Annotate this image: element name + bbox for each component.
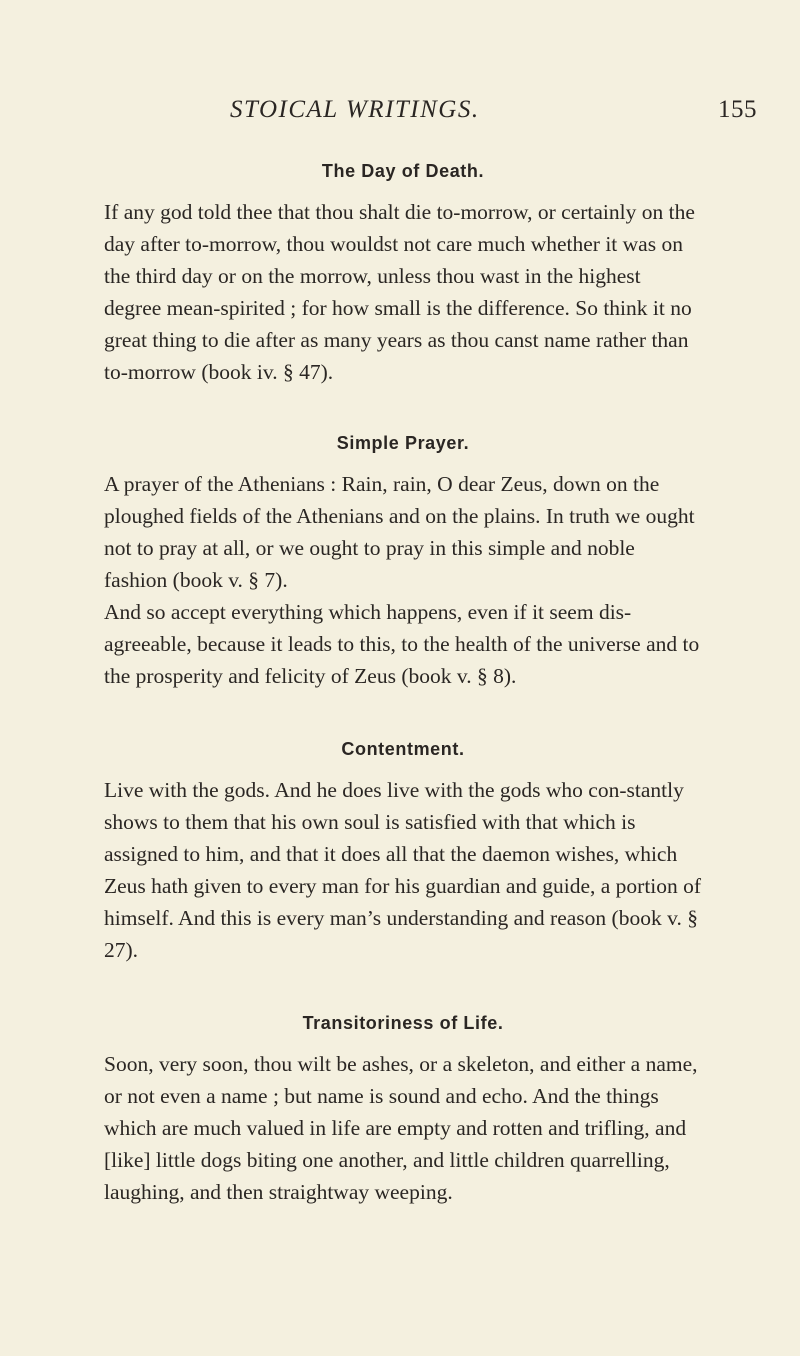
section-heading: The Day of Death. [321, 161, 485, 181]
paragraph: Soon, very soon, thou wilt be ashes, or a skeleton, and either a name, or not even a name ; but name is sound and echo. And the things which are much valued in life are empty and rotten and trifling, and [like] little dogs biting one another, and little children quarrelling, laughing, and then straightway weeping. [104, 1052, 698, 1204]
body-text [104, 160, 702, 1208]
paragraph: If any god told thee that thou shalt die to-morrow, or certainly on the day after to-morrow, thou wouldst not care much whether it was on the third day or on the morrow, unless thou wast in the highest degree mean-spirited ; for how small is the difference. So think it no great thing to die after as many years as thou canst name rather than to-morrow (book iv. § 47). [104, 200, 695, 384]
section-day-of-death [104, 160, 702, 388]
section-heading: Transitoriness of Life. [302, 1013, 504, 1033]
section-transitoriness-of-life [104, 1012, 702, 1208]
running-title: STOICAL WRITINGS. [230, 96, 480, 123]
section-contentment [104, 738, 702, 966]
section-simple-prayer [104, 432, 702, 692]
section-heading: Contentment. [341, 739, 465, 759]
section-heading: Simple Prayer. [336, 433, 470, 453]
paragraph: Live with the gods. And he does live with the gods who con-stantly shows to them that his own soul is satisfied with that which is assigned to him, and that it does all that the daemon wishes, which Zeus hath given to every man for his guardian and guide, a portion of himself. And this is every man’s understanding and reason (book v. § 27). [104, 778, 702, 962]
running-head [0, 96, 800, 136]
paragraph: And so accept everything which happens, even if it seem dis-agreeable, because it leads to this, to the health of the universe and to the prosperity and felicity of Zeus (book v. § 8). [104, 600, 700, 688]
page-number: 155 [718, 96, 757, 123]
paragraph: A prayer of the Athenians : Rain, rain, O dear Zeus, down on the ploughed fields of the Athenians and on the plains. In truth we ought not to pray at all, or we ought to pray in this simple and noble fashion (book v. § 7). [104, 472, 695, 592]
